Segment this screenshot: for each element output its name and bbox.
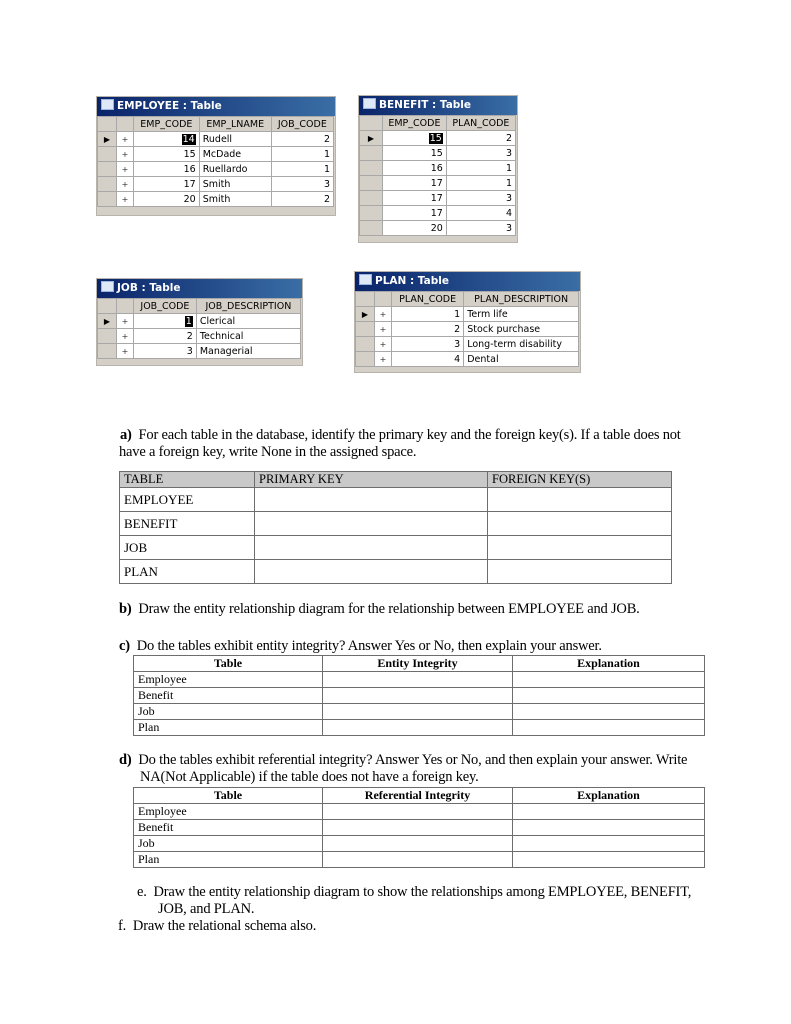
header-entity-integrity: Entity Integrity — [323, 656, 513, 672]
cell-emp-lname[interactable]: Smith — [199, 192, 271, 207]
row-label: Plan — [134, 852, 323, 868]
table-row[interactable] — [98, 177, 334, 192]
explanation-cell[interactable] — [513, 704, 705, 720]
cell-emp-lname[interactable]: Ruellardo — [199, 162, 271, 177]
answer-cell[interactable] — [323, 704, 513, 720]
cell-plan-description[interactable]: Long-term disability — [464, 337, 579, 352]
table-row[interactable] — [360, 221, 516, 236]
col-job-code[interactable]: JOB_CODE — [271, 117, 333, 132]
table-row[interactable] — [360, 131, 516, 146]
col-job-description[interactable]: JOB_DESCRIPTION — [196, 299, 300, 314]
cell-emp-lname[interactable]: McDade — [199, 147, 271, 162]
col-plan-code[interactable]: PLAN_CODE — [392, 292, 464, 307]
row-label: JOB — [120, 536, 255, 560]
row-label: PLAN — [120, 560, 255, 584]
job-grid — [97, 298, 301, 359]
table-row — [134, 704, 705, 720]
cell-job-code[interactable]: 3 — [134, 344, 197, 359]
header-table: Table — [134, 788, 323, 804]
cell-plan-code[interactable]: 4 — [446, 206, 515, 221]
cell-plan-description[interactable]: Dental — [464, 352, 579, 367]
expand-icon[interactable]: + — [117, 192, 134, 207]
question-c-label: c) — [119, 638, 130, 654]
table-row[interactable] — [356, 307, 579, 322]
cell-emp-lname[interactable]: Rudell — [199, 132, 271, 147]
cell-job-code[interactable]: 2 — [271, 132, 333, 147]
cell-emp-code[interactable]: 16 — [134, 162, 200, 177]
cell-job-code[interactable]: 1 — [271, 162, 333, 177]
cell-job-code[interactable]: 1 — [271, 147, 333, 162]
entity-integrity-table — [133, 655, 705, 736]
expand-icon[interactable]: + — [375, 322, 392, 337]
header-table: TABLE — [120, 472, 255, 488]
expand-icon[interactable]: + — [117, 147, 134, 162]
col-emp-code[interactable]: EMP_CODE — [383, 116, 447, 131]
table-row — [134, 720, 705, 736]
cell-emp-code[interactable]: 20 — [134, 192, 200, 207]
cell-plan-code[interactable]: 1 — [392, 307, 464, 322]
question-a-text: For each table in the database, identify the primary key and the foreign key(s). If a table does not have a foreign key, write None in the assigned space. — [119, 427, 681, 460]
current-record-arrow-icon: ▶ — [98, 132, 117, 147]
cell-plan-description[interactable]: Term life — [464, 307, 579, 322]
answer-cell[interactable] — [323, 820, 513, 836]
cell-plan-code[interactable]: 3 — [446, 146, 515, 161]
cell-emp-code[interactable]: 17 — [383, 191, 447, 206]
question-e-text: Draw the entity relationship diagram to show the relationships among EMPLOYEE, BENEFIT, JOB, and PLAN. — [153, 884, 692, 917]
table-row[interactable] — [98, 329, 301, 344]
table-icon — [101, 99, 114, 110]
cell-emp-code[interactable]: 16 — [383, 161, 447, 176]
cell-plan-code[interactable]: 3 — [392, 337, 464, 352]
cell-emp-code[interactable]: 15 — [134, 147, 200, 162]
primary-key-answer-cell[interactable] — [255, 536, 488, 560]
table-icon — [359, 274, 372, 285]
table-icon — [101, 281, 114, 292]
expand-icon[interactable]: + — [375, 352, 392, 367]
question-e-label: e. — [137, 884, 147, 900]
expand-icon[interactable]: + — [117, 329, 134, 344]
answer-cell[interactable] — [323, 720, 513, 736]
employee-table-title: EMPLOYEE : Table — [117, 100, 222, 112]
header-referential-integrity: Referential Integrity — [323, 788, 513, 804]
question-a — [119, 427, 709, 461]
row-label: EMPLOYEE — [120, 488, 255, 512]
cell-job-code[interactable]: 2 — [134, 329, 197, 344]
explanation-cell[interactable] — [513, 688, 705, 704]
question-f-text: Draw the relational schema also. — [132, 918, 317, 934]
row-label: Job — [134, 836, 323, 852]
table-row — [120, 488, 672, 512]
answer-cell[interactable] — [323, 688, 513, 704]
question-f-label: f. — [118, 918, 127, 934]
foreign-key-answer-cell[interactable] — [488, 512, 672, 536]
cell-emp-code[interactable]: 20 — [383, 221, 447, 236]
table-row[interactable] — [98, 132, 334, 147]
question-b-text: Draw the entity relationship diagram for the relationship between EMPLOYEE and JOB. — [138, 601, 640, 617]
plan-table-window — [354, 271, 581, 373]
employee-table-titlebar[interactable] — [97, 97, 335, 116]
row-label: Job — [134, 704, 323, 720]
cell-plan-code[interactable]: 2 — [446, 131, 515, 146]
cell-emp-code[interactable]: 15 — [383, 146, 447, 161]
table-row[interactable] — [98, 344, 301, 359]
explanation-cell[interactable] — [513, 720, 705, 736]
question-c-text: Do the tables exhibit entity integrity? Answer Yes or No, then explain your answer. — [136, 638, 602, 654]
cell-plan-code[interactable]: 1 — [446, 176, 515, 191]
foreign-key-answer-cell[interactable] — [488, 536, 672, 560]
explanation-cell[interactable] — [513, 672, 705, 688]
expand-icon[interactable]: + — [375, 307, 392, 322]
benefit-table-title: BENEFIT : Table — [379, 99, 472, 111]
header-primary-key: PRIMARY KEY — [255, 472, 488, 488]
row-label: Benefit — [134, 820, 323, 836]
employee-table-window — [96, 96, 336, 216]
table-row — [134, 852, 705, 868]
table-row — [120, 536, 672, 560]
job-table-window — [96, 278, 303, 366]
current-record-arrow-icon: ▶ — [356, 307, 375, 322]
table-icon — [363, 98, 376, 109]
answer-cell[interactable] — [323, 852, 513, 868]
header-foreign-keys: FOREIGN KEY(S) — [488, 472, 672, 488]
expand-icon[interactable]: + — [117, 314, 134, 329]
table-row — [134, 820, 705, 836]
explanation-cell[interactable] — [513, 804, 705, 820]
cell-emp-lname[interactable]: Smith — [199, 177, 271, 192]
primary-key-answer-cell[interactable] — [255, 488, 488, 512]
header-table: Table — [134, 656, 323, 672]
cell-job-description[interactable]: Clerical — [196, 314, 300, 329]
table-row[interactable] — [360, 191, 516, 206]
job-table-titlebar[interactable] — [97, 279, 302, 298]
benefit-table-window — [358, 95, 518, 243]
question-c — [119, 638, 719, 655]
expand-icon[interactable]: + — [117, 162, 134, 177]
benefit-grid — [359, 115, 516, 236]
current-record-arrow-icon: ▶ — [98, 314, 117, 329]
question-e — [137, 884, 723, 918]
question-d-text: Do the tables exhibit referential integrity? Answer Yes or No, and then explain your answer. Write NA(Not Applicable) if the table does not have a foreign key. — [138, 752, 688, 785]
cell-emp-code[interactable]: 17 — [383, 176, 447, 191]
row-label: Benefit — [134, 688, 323, 704]
question-b-label: b) — [119, 601, 132, 617]
row-label: Employee — [134, 804, 323, 820]
row-label: Plan — [134, 720, 323, 736]
question-d-label: d) — [119, 752, 132, 768]
foreign-key-answer-cell[interactable] — [488, 488, 672, 512]
employee-grid — [97, 116, 334, 207]
col-emp-code[interactable]: EMP_CODE — [134, 117, 200, 132]
table-row[interactable] — [360, 206, 516, 221]
current-record-arrow-icon: ▶ — [360, 131, 383, 146]
table-row[interactable] — [98, 192, 334, 207]
table-row[interactable] — [360, 146, 516, 161]
referential-integrity-table — [133, 787, 705, 868]
foreign-key-answer-cell[interactable] — [488, 560, 672, 584]
table-row — [120, 512, 672, 536]
question-d — [119, 752, 700, 786]
cell-job-code[interactable]: 3 — [271, 177, 333, 192]
col-plan-code[interactable]: PLAN_CODE — [446, 116, 515, 131]
benefit-table-titlebar[interactable] — [359, 96, 517, 115]
primary-key-answer-cell[interactable] — [255, 560, 488, 584]
row-label: BENEFIT — [120, 512, 255, 536]
table-row[interactable] — [356, 352, 579, 367]
row-label: Employee — [134, 672, 323, 688]
job-table-title: JOB : Table — [117, 282, 181, 294]
table-row[interactable] — [360, 176, 516, 191]
plan-table-titlebar[interactable] — [355, 272, 580, 291]
cell-emp-code[interactable]: 15 — [429, 132, 442, 144]
table-row — [134, 672, 705, 688]
cell-emp-code[interactable]: 17 — [383, 206, 447, 221]
table-row[interactable] — [356, 337, 579, 352]
table-row[interactable] — [360, 161, 516, 176]
cell-job-description[interactable]: Managerial — [196, 344, 300, 359]
expand-icon[interactable]: + — [117, 177, 134, 192]
plan-table-title: PLAN : Table — [375, 275, 449, 287]
question-f — [118, 918, 678, 935]
cell-plan-code[interactable]: 3 — [446, 191, 515, 206]
table-row[interactable] — [356, 322, 579, 337]
cell-job-description[interactable]: Technical — [196, 329, 300, 344]
explanation-cell[interactable] — [513, 852, 705, 868]
cell-plan-code[interactable]: 2 — [392, 322, 464, 337]
question-a-label: a) — [120, 427, 132, 443]
plan-grid — [355, 291, 579, 367]
answer-cell[interactable] — [323, 804, 513, 820]
cell-plan-code[interactable]: 1 — [446, 161, 515, 176]
explanation-cell[interactable] — [513, 836, 705, 852]
expand-icon[interactable]: + — [117, 344, 134, 359]
header-explanation: Explanation — [513, 656, 705, 672]
cell-job-code[interactable]: 1 — [185, 315, 192, 327]
table-row — [134, 688, 705, 704]
cell-plan-code[interactable]: 4 — [392, 352, 464, 367]
table-row — [134, 836, 705, 852]
cell-plan-description[interactable]: Stock purchase — [464, 322, 579, 337]
table-row — [134, 804, 705, 820]
table-row[interactable] — [98, 162, 334, 177]
table-row[interactable] — [98, 147, 334, 162]
cell-plan-code[interactable]: 3 — [446, 221, 515, 236]
expand-icon[interactable]: + — [375, 337, 392, 352]
table-row — [120, 560, 672, 584]
answer-cell[interactable] — [323, 672, 513, 688]
question-b — [119, 601, 719, 618]
table-row[interactable] — [98, 314, 301, 329]
cell-emp-code[interactable]: 17 — [134, 177, 200, 192]
col-job-code[interactable]: JOB_CODE — [134, 299, 197, 314]
expand-icon[interactable]: + — [117, 132, 134, 147]
explanation-cell[interactable] — [513, 820, 705, 836]
header-explanation: Explanation — [513, 788, 705, 804]
keys-answer-table — [119, 471, 672, 584]
primary-key-answer-cell[interactable] — [255, 512, 488, 536]
cell-emp-code[interactable]: 14 — [182, 133, 195, 145]
col-plan-description[interactable]: PLAN_DESCRIPTION — [464, 292, 579, 307]
cell-job-code[interactable]: 2 — [271, 192, 333, 207]
col-emp-lname[interactable]: EMP_LNAME — [199, 117, 271, 132]
answer-cell[interactable] — [323, 836, 513, 852]
